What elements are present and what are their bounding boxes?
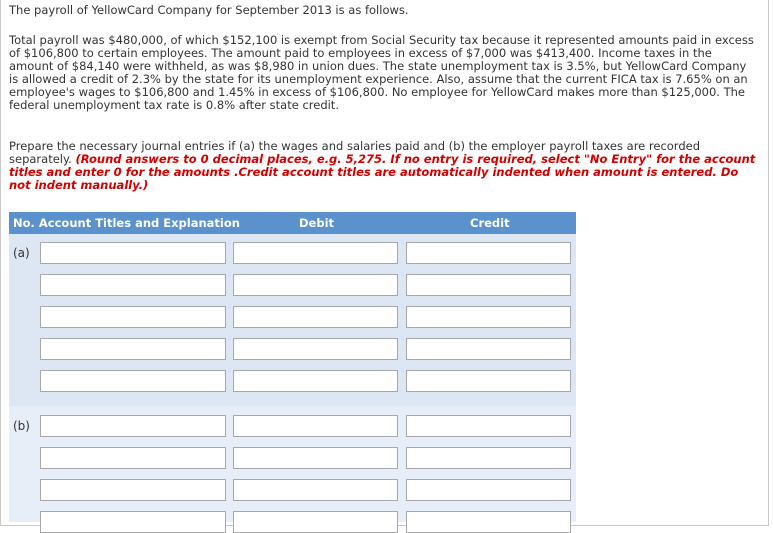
header-debit: Debit [299, 216, 335, 230]
debit-input[interactable] [233, 306, 398, 328]
credit-input[interactable] [406, 338, 571, 360]
journal-row [9, 415, 576, 437]
problem-instruction [9, 140, 757, 192]
header-account-titles: No. Account Titles and Explanation [13, 216, 240, 230]
credit-input[interactable] [406, 306, 571, 328]
debit-input[interactable] [233, 415, 398, 437]
credit-input[interactable] [406, 447, 571, 469]
credit-input[interactable] [406, 370, 571, 392]
journal-row [9, 338, 576, 360]
instruction-note: (Round answers to 0 decimal places, e.g. 5,275. If no entry is required, select "No Entry" for the account titles and enter 0 for the amounts .Credit account titles are automatically indented when amount is entered. Do not indent manually.) [9, 152, 756, 192]
account-title-input[interactable] [40, 447, 226, 469]
account-title-input[interactable] [40, 415, 226, 437]
journal-entry-table [9, 212, 576, 522]
debit-input[interactable] [233, 338, 398, 360]
credit-input[interactable] [406, 242, 571, 264]
credit-input[interactable] [406, 415, 571, 437]
header-credit: Credit [470, 216, 510, 230]
journal-row [9, 479, 576, 501]
debit-input[interactable] [233, 274, 398, 296]
account-title-input[interactable] [40, 479, 226, 501]
credit-input[interactable] [406, 511, 571, 533]
instruction-text: Prepare the necessary journal entries if (a) the wages and salaries paid and (b) the employer payroll taxes are recorded separately. [9, 139, 701, 166]
account-title-input[interactable] [40, 306, 226, 328]
debit-input[interactable] [233, 447, 398, 469]
debit-input[interactable] [233, 479, 398, 501]
journal-row [9, 370, 576, 392]
journal-row [9, 447, 576, 469]
journal-row [9, 306, 576, 328]
credit-input[interactable] [406, 274, 571, 296]
debit-input[interactable] [233, 511, 398, 533]
debit-input[interactable] [233, 242, 398, 264]
row-part-label: (b) [13, 419, 30, 433]
journal-row [9, 274, 576, 296]
account-title-input[interactable] [40, 242, 226, 264]
journal-row [9, 511, 576, 533]
account-title-input[interactable] [40, 338, 226, 360]
debit-input[interactable] [233, 370, 398, 392]
account-title-input[interactable] [40, 511, 226, 533]
problem-body: Total payroll was $480,000, of which $152,100 is exempt from Social Security tax because it represented amounts paid in excess of $106,800 to certain employees. The amount paid to employees in excess of $7,000 was $413,400. Income taxes in the amount of $84,140 were withheld, as was $8,980 in union dues. The state unemployment tax is 3.5%, but YellowCard Company is allowed a credit of 2.3% by the state for its unemployment experience. Also, assume that the current FICA tax is 7.65% on an employee's wages to $106,800 and 1.45% in excess of $106,800. No employee for YellowCard makes more than $125,000. The federal unemployment tax rate is 0.8% after state credit. [9, 33, 754, 112]
journal-table-body [9, 234, 576, 522]
journal-table-header [9, 212, 576, 234]
row-part-label: (a) [13, 246, 30, 260]
account-title-input[interactable] [40, 274, 226, 296]
credit-input[interactable] [406, 479, 571, 501]
problem-title: The payroll of YellowCard Company for September 2013 is as follows. [9, 3, 409, 17]
account-title-input[interactable] [40, 370, 226, 392]
journal-row [9, 242, 576, 264]
